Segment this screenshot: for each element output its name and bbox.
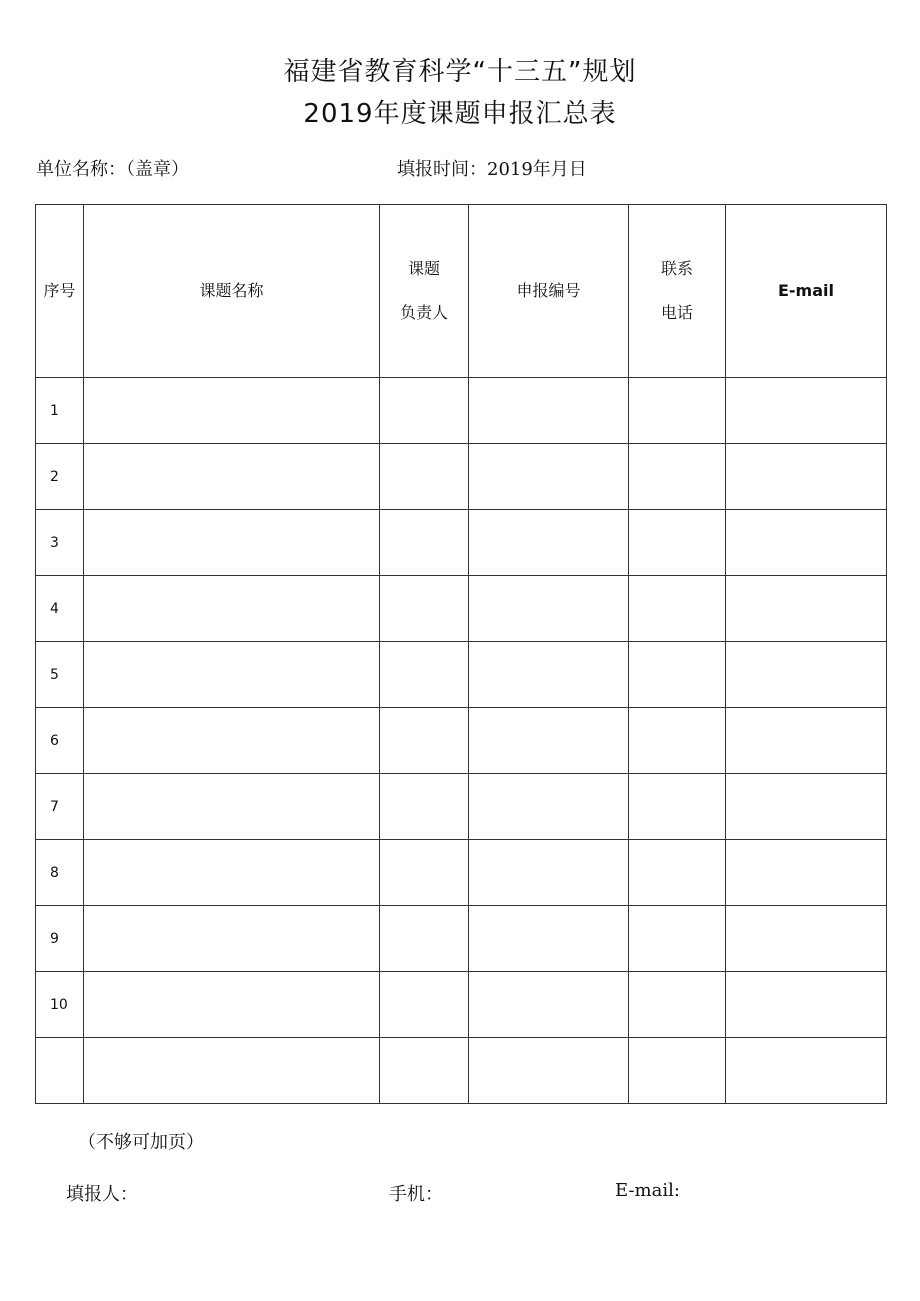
cell-topic-name[interactable]	[84, 378, 380, 444]
cell-leader[interactable]	[380, 906, 469, 972]
cell-topic-name[interactable]	[84, 576, 380, 642]
table-row	[36, 444, 887, 510]
cell-phone[interactable]	[629, 906, 726, 972]
cell-index: 5	[36, 642, 84, 708]
column-header-application-number: 申报编号	[469, 205, 629, 378]
footer-email-label: E-mail:	[615, 1180, 680, 1201]
cell-leader[interactable]	[380, 840, 469, 906]
cell-application-number[interactable]	[469, 642, 629, 708]
column-header-index: 序号	[36, 205, 84, 378]
table-row	[36, 774, 887, 840]
cell-email[interactable]	[726, 1038, 887, 1104]
cell-index: 3	[36, 510, 84, 576]
cell-application-number[interactable]	[469, 510, 629, 576]
cell-index	[36, 1038, 84, 1104]
cell-index: 6	[36, 708, 84, 774]
cell-topic-name[interactable]	[84, 1038, 380, 1104]
cell-email[interactable]	[726, 840, 887, 906]
cell-index: 8	[36, 840, 84, 906]
table-row	[36, 906, 887, 972]
fill-time-label: 填报时间：2019年月日	[397, 159, 587, 180]
table-row	[36, 972, 887, 1038]
cell-topic-name[interactable]	[84, 510, 380, 576]
cell-index: 10	[36, 972, 84, 1038]
table-row	[36, 1038, 887, 1104]
cell-leader[interactable]	[380, 444, 469, 510]
cell-phone[interactable]	[629, 576, 726, 642]
cell-email[interactable]	[726, 906, 887, 972]
cell-index: 1	[36, 378, 84, 444]
cell-phone[interactable]	[629, 378, 726, 444]
table-row	[36, 708, 887, 774]
cell-application-number[interactable]	[469, 708, 629, 774]
cell-phone[interactable]	[629, 444, 726, 510]
column-header-phone: 联系 电话	[629, 205, 726, 378]
cell-topic-name[interactable]	[84, 708, 380, 774]
header-row	[36, 205, 887, 378]
summary-table	[35, 204, 887, 1104]
cell-email[interactable]	[726, 510, 887, 576]
cell-email[interactable]	[726, 774, 887, 840]
cell-phone[interactable]	[629, 840, 726, 906]
cell-topic-name[interactable]	[84, 906, 380, 972]
cell-topic-name[interactable]	[84, 972, 380, 1038]
column-header-leader: 课题 负责人	[380, 205, 469, 378]
cell-application-number[interactable]	[469, 774, 629, 840]
cell-phone[interactable]	[629, 510, 726, 576]
cell-application-number[interactable]	[469, 576, 629, 642]
cell-application-number[interactable]	[469, 972, 629, 1038]
cell-email[interactable]	[726, 972, 887, 1038]
unit-name-label: 单位名称：（盖章）	[36, 159, 189, 180]
cell-index: 4	[36, 576, 84, 642]
cell-index: 7	[36, 774, 84, 840]
filler-label: 填报人：	[66, 1184, 138, 1205]
column-header-email: E-mail	[726, 205, 887, 378]
cell-email[interactable]	[726, 576, 887, 642]
column-header-topic-name: 课题名称	[84, 205, 380, 378]
cell-application-number[interactable]	[469, 1038, 629, 1104]
table-row	[36, 840, 887, 906]
cell-email[interactable]	[726, 708, 887, 774]
cell-phone[interactable]	[629, 642, 726, 708]
cell-leader[interactable]	[380, 1038, 469, 1104]
cell-application-number[interactable]	[469, 840, 629, 906]
document-subtitle: 2019年度课题申报汇总表	[303, 99, 617, 129]
cell-leader[interactable]	[380, 378, 469, 444]
cell-leader[interactable]	[380, 576, 469, 642]
cell-phone[interactable]	[629, 1038, 726, 1104]
cell-email[interactable]	[726, 642, 887, 708]
cell-topic-name[interactable]	[84, 642, 380, 708]
cell-index: 9	[36, 906, 84, 972]
cell-application-number[interactable]	[469, 378, 629, 444]
cell-leader[interactable]	[380, 972, 469, 1038]
cell-topic-name[interactable]	[84, 840, 380, 906]
cell-leader[interactable]	[380, 510, 469, 576]
document-title: 福建省教育科学“十三五”规划	[283, 57, 637, 87]
table-row	[36, 378, 887, 444]
cell-topic-name[interactable]	[84, 774, 380, 840]
cell-index: 2	[36, 444, 84, 510]
table-row	[36, 576, 887, 642]
cell-application-number[interactable]	[469, 906, 629, 972]
cell-leader[interactable]	[380, 708, 469, 774]
table-row	[36, 510, 887, 576]
cell-topic-name[interactable]	[84, 444, 380, 510]
cell-email[interactable]	[726, 444, 887, 510]
cell-leader[interactable]	[380, 642, 469, 708]
cell-leader[interactable]	[380, 774, 469, 840]
cell-phone[interactable]	[629, 774, 726, 840]
mobile-label: 手机：	[389, 1184, 443, 1205]
cell-application-number[interactable]	[469, 444, 629, 510]
add-page-note: （不够可加页）	[78, 1132, 204, 1153]
cell-phone[interactable]	[629, 708, 726, 774]
cell-phone[interactable]	[629, 972, 726, 1038]
cell-email[interactable]	[726, 378, 887, 444]
table-row	[36, 642, 887, 708]
